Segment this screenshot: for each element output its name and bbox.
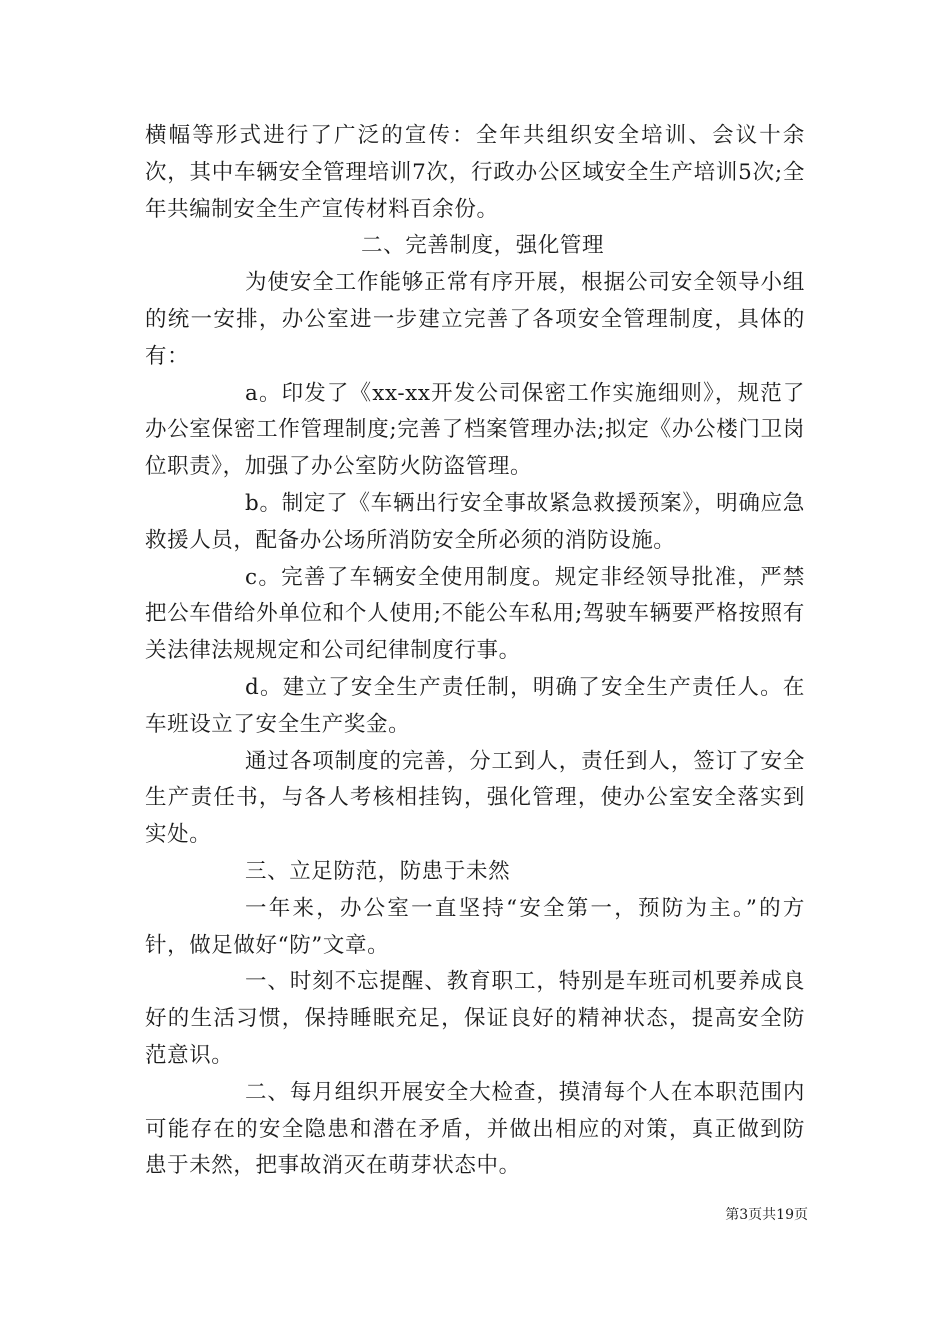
list-item-a: a。印发了《xx-xx开发公司保密工作实施细则》，规范了办公室保密工作管理制度;完善了档案管理办法;拟定《办公楼门卫岗位职责》，加强了办公室防火防盗管理。 [145,380,805,480]
paragraph-continuation: 横幅等形式进行了广泛的宣传：全年共组织安全培训、会议十余次，其中车辆安全管理培训7次，行政办公区域安全生产培训5次;全年共编制安全生产宣传材料百余份。 [145,123,805,222]
list-item-b: b。制定了《车辆出行安全事故紧急救援预案》，明确应急救援人员，配备办公场所消防安全所必须的消防设施。 [145,490,805,553]
paragraph: 为使安全工作能够正常有序开展，根据公司安全领导小组的统一安排，办公室进一步建立完善了各项安全管理制度，具体的有： [145,270,805,369]
list-item-c: c。完善了车辆安全使用制度。规定非经领导批准，严禁把公车借给外单位和个人使用;不能公车私用;驾驶车辆要严格按照有关法律法规规定和公司纪律制度行事。 [145,564,805,664]
list-item-1: 一、时刻不忘提醒、教育职工，特别是车班司机要养成良好的生活习惯，保持睡眠充足，保证良好的精神状态，提高安全防范意识。 [145,969,805,1068]
page-number: 第3页共19页 [725,1207,808,1223]
section-heading-3: 三、立足防范，防患于未然 [245,858,511,884]
paragraph: 通过各项制度的完善，分工到人，责任到人，签订了安全生产责任书，与各人考核相挂钩，强化管理，使办公室安全落实到实处。 [145,748,805,848]
list-item-d: d。建立了安全生产责任制，明确了安全生产责任人。在车班设立了安全生产奖金。 [145,674,805,737]
document-body [145,118,805,1185]
list-item-2: 二、每月组织开展安全大检查，摸清每个人在本职范围内可能存在的安全隐患和潜在矛盾，并做出相应的对策，真正做到防患于未然，把事故消灭在萌芽状态中。 [145,1079,805,1179]
section-heading-2: 二、完善制度，强化管理 [361,233,605,259]
paragraph: 一年来，办公室一直坚持“安全第一，预防为主。”的方针，做足做好“防”文章。 [145,895,805,958]
